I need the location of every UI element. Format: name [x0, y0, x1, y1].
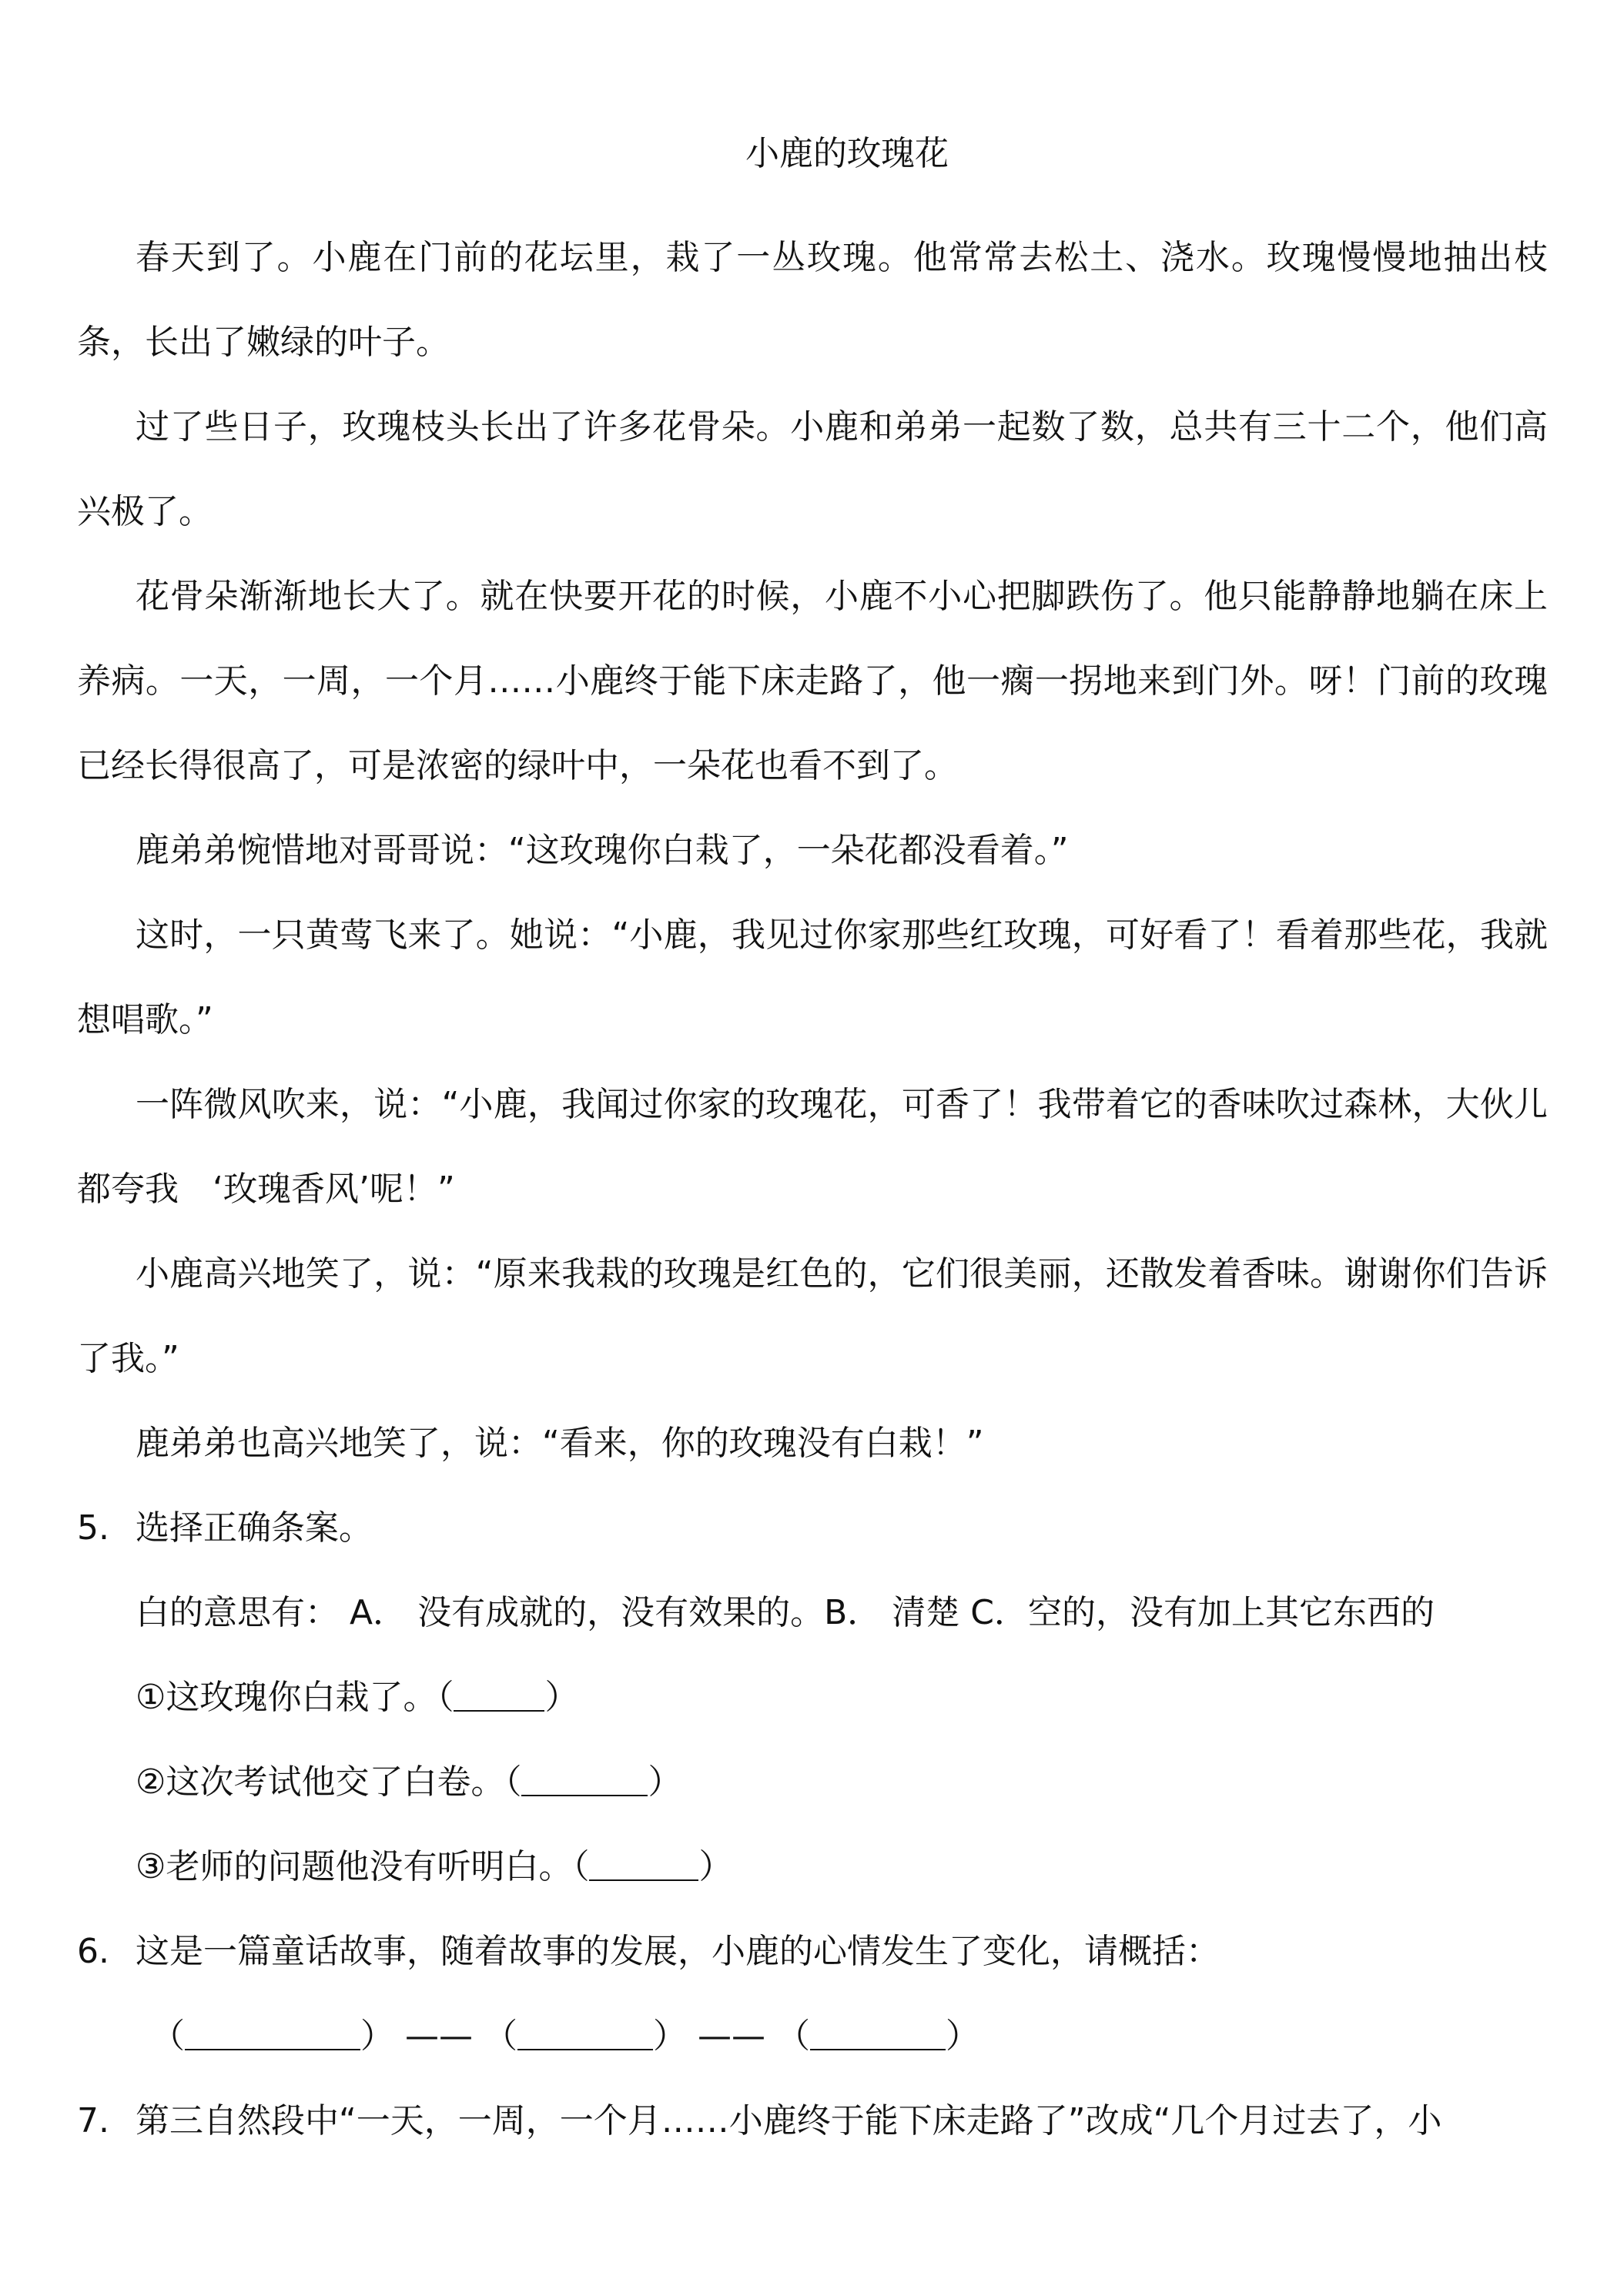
question-6-number: 6.	[77, 1932, 109, 1971]
mood-blank-3[interactable]	[810, 2018, 946, 2050]
question-5-item-2	[136, 1740, 681, 1825]
answer-blank-3[interactable]	[589, 1849, 698, 1881]
question-7-text: 第三自然段中“一天，一周，一个月……小鹿终于能下床走路了”改成“几个月过去了，小	[136, 2101, 1442, 2140]
question-5	[77, 1486, 1548, 1571]
mood-blank-1[interactable]	[185, 2018, 360, 2050]
paragraph-2: 过了些日子，玫瑰枝头长出了许多花骨朵。小鹿和弟弟一起数了数，总共有三十二个，他们高兴极了。	[77, 407, 1548, 531]
dash-1: ——	[405, 2017, 473, 2056]
paragraph-6: 一阵微风吹来，说：“小鹿，我闻过你家的玫瑰花，可香了！我带着它的香味吹过森林，大伙儿都夸我 ‘玫瑰香风’呢！”	[77, 1085, 1548, 1209]
mood-blank-2[interactable]	[517, 2018, 653, 2050]
answer-blank-1[interactable]	[454, 1679, 544, 1712]
open-paren-2: （	[484, 2017, 517, 2056]
close-paren-3: ）	[946, 2017, 979, 2056]
question-6-text: 这是一篇童话故事，随着故事的发展，小鹿的心情发生了变化，请概括：	[136, 1932, 1220, 1971]
item-2-close: ）	[648, 1762, 682, 1802]
item-3-close: ）	[698, 1847, 733, 1886]
paragraph-3: 花骨朵渐渐地长大了。就在快要开花的时候，小鹿不小心把脚跌伤了。他只能静静地躺在床上养病。一天，一周，一个月……小鹿终于能下床走路了，他一瘸一拐地来到门外。呀！门前的玫瑰已经长得很高了，可是浓密的绿叶中，一朵花也看不到了。	[77, 577, 1548, 785]
question-5-text: 选择正确条案。	[136, 1508, 373, 1548]
paragraph-7: 小鹿高兴地笑了，说：“原来我栽的玫瑰是红色的，它们很美丽，还散发着香味。谢谢你们告诉了我。”	[77, 1254, 1548, 1378]
close-paren-2: ）	[653, 2017, 687, 2056]
question-5-number: 5.	[77, 1508, 109, 1548]
question-5-item-3	[136, 1825, 732, 1909]
answer-blank-2[interactable]	[521, 1764, 648, 1796]
question-7	[77, 2079, 1548, 2164]
paragraph-8: 鹿弟弟也高兴地笑了，说：“看来，你的玫瑰没有白栽！”	[136, 1424, 984, 1463]
open-paren-1: （	[151, 2017, 185, 2056]
item-2-text: ②这次考试他交了白卷。（	[136, 1762, 522, 1802]
item-1-close: ）	[544, 1678, 579, 1717]
item-1-text: ①这玫瑰你白栽了。（	[136, 1678, 454, 1717]
paragraph-4: 鹿弟弟惋惜地对哥哥说：“这玫瑰你白栽了，一朵花都没看着。”	[136, 831, 1069, 870]
question-5-meanings: 白的意思有： A． 没有成就的，没有效果的。B． 清楚 C．空的，没有加上其它东西的	[136, 1593, 1435, 1632]
question-6	[77, 1909, 1548, 1994]
close-paren-1: ）	[360, 2017, 394, 2056]
question-6-answers	[151, 1994, 979, 2079]
open-paren-3: （	[776, 2017, 810, 2056]
paragraph-1: 春天到了。小鹿在门前的花坛里，栽了一丛玫瑰。他常常去松土、浇水。玫瑰慢慢地抽出枝条，长出了嫩绿的叶子。	[77, 238, 1548, 362]
story-title: 小鹿的玫瑰花	[745, 134, 949, 173]
item-3-text: ③老师的问题他没有听明白。（	[136, 1847, 590, 1886]
question-7-number: 7.	[77, 2101, 109, 2140]
paragraph-5: 这时，一只黄莺飞来了。她说：“小鹿，我见过你家那些红玫瑰，可好看了！看着那些花，我就想唱歌。”	[77, 915, 1548, 1039]
question-5-item-1	[136, 1655, 578, 1740]
dash-2: ——	[698, 2017, 765, 2056]
